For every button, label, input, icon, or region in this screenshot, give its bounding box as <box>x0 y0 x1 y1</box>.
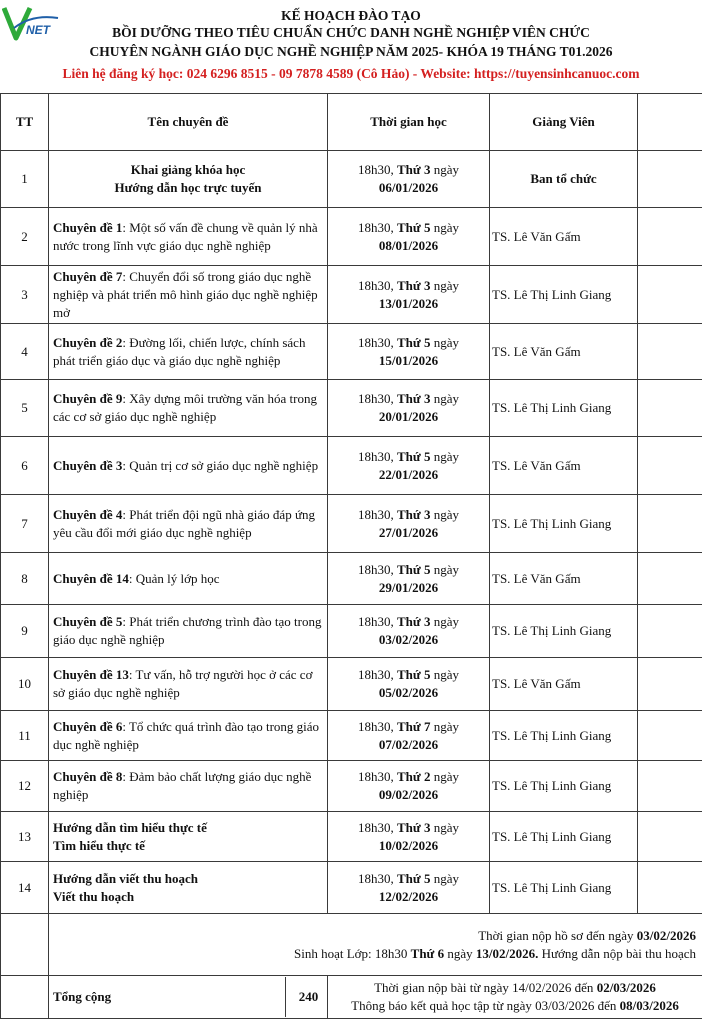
table-row <box>1 862 702 914</box>
topic-cell: Chuyên đề 5: Phát triển chương trình đào tạo trong giáo dục nghề nghiệp <box>49 605 328 658</box>
lecturer-cell: TS. Lê Văn Gấm <box>490 553 638 605</box>
contact-line: Liên hệ đăng ký học: 024 6296 8515 - 09 7878 4589 (Cô Hảo) - Website: https://tuyensinhcanuoc.com <box>62 66 640 81</box>
row-number: 11 <box>1 711 49 761</box>
extra-cell <box>638 605 702 658</box>
extra-cell <box>638 553 702 605</box>
lecturer-cell: TS. Lê Văn Gấm <box>490 208 638 266</box>
lecturer-cell: TS. Lê Thị Linh Giang <box>490 266 638 324</box>
table-row <box>1 812 702 862</box>
col-topic: Tên chuyên đề <box>49 94 328 151</box>
row-number: 13 <box>1 812 49 862</box>
time-cell: 18h30, Thứ 5 ngày 05/02/2026 <box>328 658 490 711</box>
time-cell: 18h30, Thứ 5 ngày 29/01/2026 <box>328 553 490 605</box>
extra-cell <box>638 380 702 437</box>
results-window: Thông báo kết quả học tập từ ngày 03/03/2026 đến 08/03/2026 <box>351 998 679 1013</box>
lecturer-cell: TS. Lê Thị Linh Giang <box>490 380 638 437</box>
time-cell: 18h30, Thứ 3 ngày 13/01/2026 <box>328 266 490 324</box>
plan-course: CHUYÊN NGÀNH GIÁO DỤC NGHỀ NGHIỆP NĂM 2025- KHÓA 19 THÁNG T01.2026 <box>89 44 613 59</box>
extra-cell <box>638 862 702 914</box>
extra-cell <box>638 658 702 711</box>
row-number: 10 <box>1 658 49 711</box>
topic-cell: Chuyên đề 1: Một số vấn đề chung về quản lý nhà nước trong lĩnh vực giáo dục nghề nghiệp <box>49 208 328 266</box>
extra-cell <box>638 495 702 553</box>
submission-window: Thời gian nộp bài từ ngày 14/02/2026 đến 02/03/2026 <box>374 980 656 995</box>
lecturer-cell: TS. Lê Thị Linh Giang <box>490 812 638 862</box>
lecturer-cell: TS. Lê Thị Linh Giang <box>490 605 638 658</box>
row-number: 3 <box>1 266 49 324</box>
lecturer-cell: TS. Lê Văn Gấm <box>490 324 638 380</box>
time-cell: 18h30, Thứ 5 ngày 15/01/2026 <box>328 324 490 380</box>
row-number: 14 <box>1 862 49 914</box>
topic-cell: Chuyên đề 3: Quản trị cơ sở giáo dục nghề nghiệp <box>49 437 328 495</box>
time-cell: 18h30, Thứ 3 ngày 20/01/2026 <box>328 380 490 437</box>
topic-cell: Chuyên đề 4: Phát triển đội ngũ nhà giáo đáp ứng yêu cầu đổi mới giáo dục nghề nghiệp <box>49 495 328 553</box>
table-header-row <box>1 94 702 151</box>
row-number: 5 <box>1 380 49 437</box>
row-number: 7 <box>1 495 49 553</box>
extra-cell <box>638 208 702 266</box>
deadline-note: Thời gian nộp hồ sơ đến ngày 03/02/2026 <box>478 927 696 943</box>
schedule-table <box>0 93 702 1019</box>
row-number: 9 <box>1 605 49 658</box>
col-tt: TT <box>1 94 49 151</box>
extra-cell <box>638 761 702 812</box>
table-row <box>1 380 702 437</box>
time-cell: 18h30, Thứ 5 ngày 08/01/2026 <box>328 208 490 266</box>
row-number: 6 <box>1 437 49 495</box>
topic-cell: Chuyên đề 13: Tư vấn, hỗ trợ người học ở các cơ sở giáo dục nghề nghiệp <box>49 658 328 711</box>
total-value: 240 <box>285 977 331 1017</box>
extra-cell <box>638 812 702 862</box>
topic-cell: Hướng dẫn tìm hiểu thực tế Tìm hiểu thực tế <box>49 812 328 862</box>
table-row <box>1 605 702 658</box>
table-row <box>1 151 702 208</box>
class-meeting-note: Sinh hoạt Lớp: 18h30 Thứ 6 ngày 13/02/2026. Hướng dẫn nộp bài thu hoạch <box>294 945 696 961</box>
extra-cell <box>638 266 702 324</box>
table-row <box>1 437 702 495</box>
plan-title: KẾ HOẠCH ĐÀO TẠO <box>281 8 421 23</box>
row-number: 12 <box>1 761 49 812</box>
extra-cell <box>638 151 702 208</box>
topic-cell: Chuyên đề 14: Quản lý lớp học <box>49 553 328 605</box>
topic-cell: Hướng dẫn viết thu hoạch Viết thu hoạch <box>49 862 328 914</box>
lecturer-cell: TS. Lê Thị Linh Giang <box>490 761 638 812</box>
document-header <box>0 0 702 92</box>
col-extra <box>638 94 702 151</box>
lecturer-cell: Ban tổ chức <box>490 151 638 208</box>
topic-cell: Khai giảng khóa học Hướng dẫn học trực tuyến <box>49 151 328 208</box>
row-number: 8 <box>1 553 49 605</box>
topic-cell: Chuyên đề 7: Chuyển đổi số trong giáo dục nghề nghiệp và phát triển mô hình giáo dục nghề nghiệp mở <box>49 266 328 324</box>
row-number: 4 <box>1 324 49 380</box>
total-empty-cell <box>1 976 49 1019</box>
time-cell: 18h30, Thứ 5 ngày 22/01/2026 <box>328 437 490 495</box>
time-cell: 18h30, Thứ 3 ngày 03/02/2026 <box>328 605 490 658</box>
topic-cell: Chuyên đề 6: Tổ chức quá trình đào tạo trong giáo dục nghề nghiệp <box>49 711 328 761</box>
table-row <box>1 658 702 711</box>
total-label: Tổng cộng 240 <box>49 976 328 1019</box>
topic-cell: Chuyên đề 8: Đảm bảo chất lượng giáo dục nghề nghiệp <box>49 761 328 812</box>
lecturer-cell: TS. Lê Thị Linh Giang <box>490 862 638 914</box>
table-row <box>1 761 702 812</box>
table-row <box>1 208 702 266</box>
extra-cell <box>638 437 702 495</box>
lecturer-cell: TS. Lê Thị Linh Giang <box>490 711 638 761</box>
lecturer-cell: TS. Lê Thị Linh Giang <box>490 495 638 553</box>
row-number: 1 <box>1 151 49 208</box>
extra-cell <box>638 711 702 761</box>
table-row <box>1 495 702 553</box>
time-cell: 18h30, Thứ 7 ngày 07/02/2026 <box>328 711 490 761</box>
notes-empty-cell <box>1 914 49 976</box>
table-row <box>1 266 702 324</box>
time-cell: 18h30, Thứ 3 ngày 06/01/2026 <box>328 151 490 208</box>
time-cell: 18h30, Thứ 5 ngày 12/02/2026 <box>328 862 490 914</box>
lecturer-cell: TS. Lê Văn Gấm <box>490 437 638 495</box>
total-row <box>1 976 702 1019</box>
table-row <box>1 711 702 761</box>
submission-notes <box>328 976 702 1019</box>
col-lecturer: Giảng Viên <box>490 94 638 151</box>
notes-cell <box>49 914 702 976</box>
topic-cell: Chuyên đề 9: Xây dựng môi trường văn hóa trong các cơ sở giáo dục nghề nghiệp <box>49 380 328 437</box>
time-cell: 18h30, Thứ 2 ngày 09/02/2026 <box>328 761 490 812</box>
table-row <box>1 324 702 380</box>
time-cell: 18h30, Thứ 3 ngày 10/02/2026 <box>328 812 490 862</box>
row-number: 2 <box>1 208 49 266</box>
plan-subtitle: BỒI DƯỠNG THEO TIÊU CHUẨN CHỨC DANH NGHỀ NGHIỆP VIÊN CHỨC <box>112 25 590 40</box>
time-cell: 18h30, Thứ 3 ngày 27/01/2026 <box>328 495 490 553</box>
extra-cell <box>638 324 702 380</box>
notes-row <box>1 914 702 976</box>
topic-cell: Chuyên đề 2: Đường lối, chiến lược, chính sách phát triển giáo dục và giáo dục nghề nghiệp <box>49 324 328 380</box>
table-row <box>1 553 702 605</box>
logo-text: NET <box>26 23 50 37</box>
lecturer-cell: TS. Lê Văn Gấm <box>490 658 638 711</box>
col-time: Thời gian học <box>328 94 490 151</box>
